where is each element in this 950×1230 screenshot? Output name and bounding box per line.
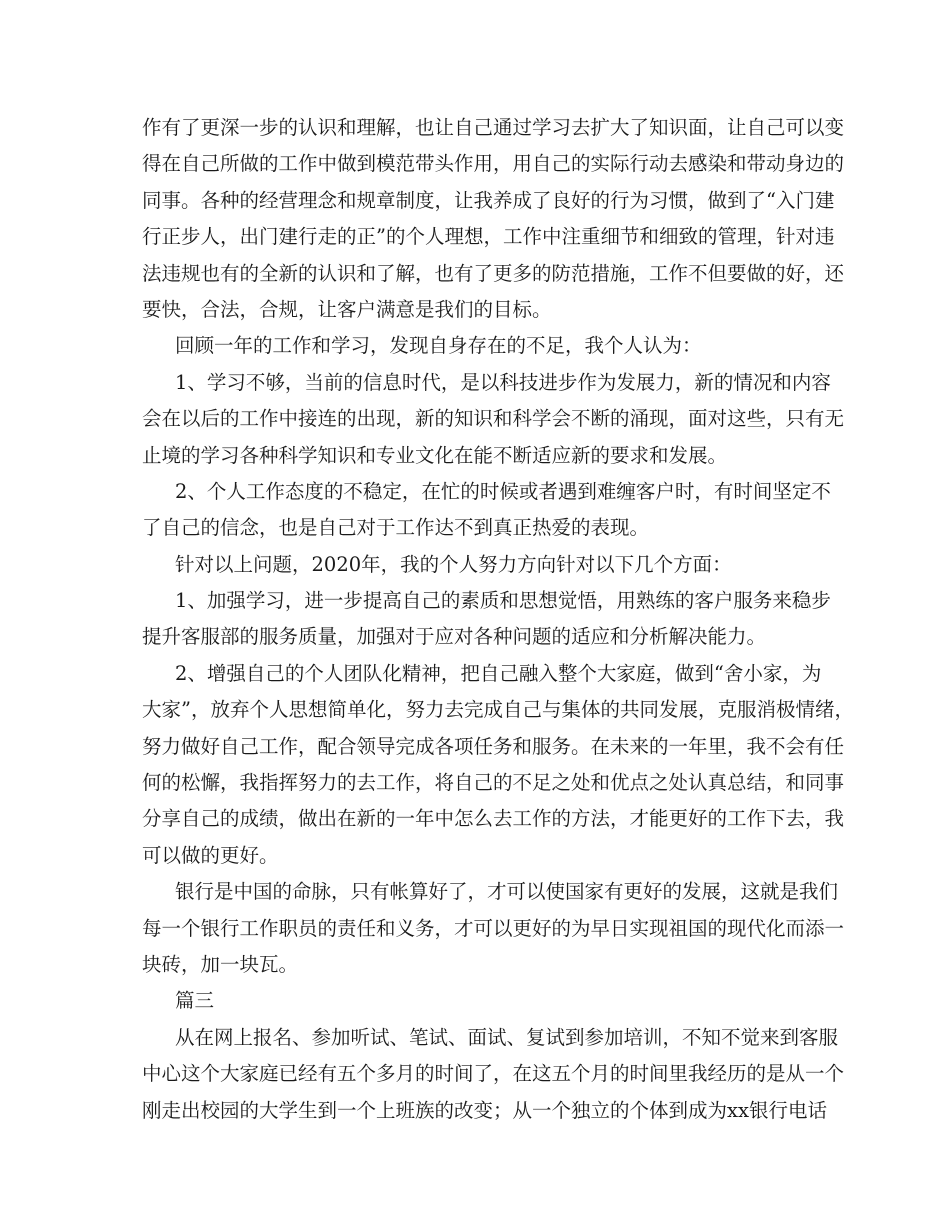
text-line: 2、增强自己的个人团队化精神，把自己融入整个大家庭，做到“舍小家，为 (175, 661, 822, 685)
text-line: 何的松懈，我指挥努力的去工作，将自己的不足之处和优点之处认真总结，和同事 (142, 771, 845, 795)
text-line: 篇三 (175, 989, 215, 1013)
text-line: 中心这个大家庭已经有五个多月的时间了，在这五个月的时间里我经历的是从一个 (142, 1062, 845, 1086)
text-line: 会在以后的工作中接连的出现，新的知识和科学会不断的涌现，面对这些，只有无 (142, 407, 845, 431)
text-line: 法违规也有的全新的认识和了解，也有了更多的防范措施，工作不但要做的好，还 (142, 261, 845, 285)
text-line: 得在自己所做的工作中做到模范带头作用，用自己的实际行动去感染和带动身边的 (142, 152, 845, 176)
text-line: 大家”，放弃个人思想简单化，努力去完成自己与集体的共同发展，克服消极情绪， (142, 698, 854, 722)
text-line: 同事。各种的经营理念和规章制度，让我养成了良好的行为习惯，做到了“入门建 (142, 188, 835, 212)
text-line: 作有了更深一步的认识和理解，也让自己通过学习去扩大了知识面，让自己可以变 (142, 116, 845, 139)
text-line: 行正步人，出门建行走的正”的个人理想，工作中注重细节和细致的管理，针对违 (142, 225, 835, 249)
text-line: 要快，合法，合规，让客户满意是我们的目标。 (142, 297, 552, 321)
text-line: 从在网上报名、参加听试、笔试、面试、复试到参加培训，不知不觉来到客服 (175, 1025, 839, 1049)
text-line: 可以做的更好。 (142, 843, 279, 867)
text-line: 2、个人工作态度的不稳定，在忙的时候或者遇到难缠客户时，有时间坚定不 (175, 479, 831, 503)
text-line: 针对以上问题，2020年，我的个人努力方向针对以下几个方面： (175, 552, 732, 576)
text-line: 银行是中国的命脉，只有帐算好了，才可以使国家有更好的发展，这就是我们 (175, 880, 839, 904)
text-line: 1、加强学习，进一步提高自己的素质和思想觉悟，用熟练的客户服务来稳步 (175, 589, 831, 613)
text-line: 努力做好自己工作，配合领导完成各项任务和服务。在未来的一年里，我不会有任 (142, 734, 845, 758)
text-line: 回顾一年的工作和学习，发现自身存在的不足，我个人认为： (175, 334, 702, 358)
document-body (142, 110, 854, 1129)
text-line: 块砖，加一块瓦。 (142, 952, 299, 976)
text-line: 分享自己的成绩，做出在新的一年中怎么去工作的方法，才能更好的工作下去，我 (142, 807, 845, 831)
text-line: 提升客服部的服务质量，加强对于应对各种问题的适应和分析解决能力。 (142, 625, 767, 649)
text-line: 刚走出校园的大学生到一个上班族的改变；从一个独立的个体到成为xx银行电话 (142, 1098, 827, 1122)
text-line: 每一个银行工作职员的责任和义务，才可以更好的为早日实现祖国的现代化而添一 (142, 916, 845, 940)
text-line: 1、学习不够，当前的信息时代，是以科技进步作为发展力，新的情况和内容 (175, 370, 831, 394)
text-line: 了自己的信念，也是自己对于工作达不到真正热爱的表现。 (142, 516, 650, 540)
text-line: 止境的学习各种科学知识和专业文化在能不断适应新的要求和发展。 (142, 443, 728, 467)
